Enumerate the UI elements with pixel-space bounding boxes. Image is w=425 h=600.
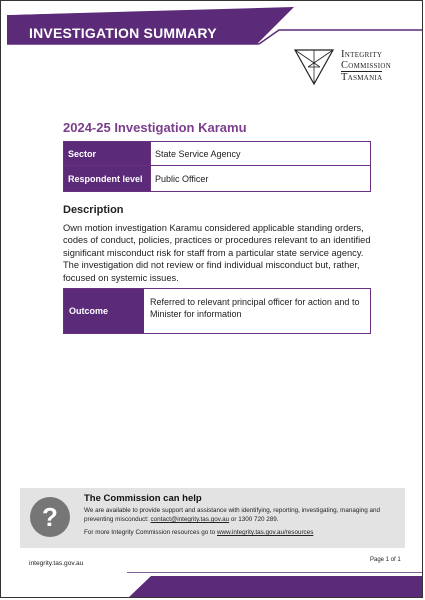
help-resources-text: For more Integrity Commission resources go to	[84, 529, 217, 536]
help-resources	[84, 529, 313, 536]
respondent-level-label: Respondent level	[64, 166, 151, 192]
logo-line-2: Commission	[341, 60, 392, 71]
question-mark-icon: ?	[30, 497, 70, 537]
logo-line-3: Tasmania	[341, 72, 383, 83]
description-text: Own motion investigation Karamu considered applicable standing orders, codes of conduct, policies, practices or procedures relevant to an identified significant misconduct risk for staff from a particular state service agency. The investigation did not review or find individual misconduct but, rather, focused on systemic issues.	[63, 223, 371, 283]
respondent-level-value: Public Officer	[151, 166, 371, 192]
outcome-value: Referred to relevant principal officer for action and to Minister for information	[150, 297, 360, 319]
logo-wordmark	[341, 49, 391, 83]
help-title: The Commission can help	[84, 493, 202, 504]
logo-triangle-icon	[293, 47, 335, 87]
outcome-label: Outcome	[64, 289, 144, 333]
page-number: Page 1 of 1	[370, 557, 401, 563]
help-body-text: We are available to provide support and assistance with identifying, reporting, investigating, managing and preventing misconduct:	[84, 507, 381, 523]
description-heading: Description	[63, 204, 124, 216]
table-row	[64, 166, 371, 192]
integrity-commission-logo	[293, 47, 411, 87]
resources-link[interactable]: www.integrity.tas.gov.au/resources	[216, 529, 314, 536]
contact-email-link[interactable]: contact@integrity.tas.gov.au	[150, 516, 230, 523]
info-table	[63, 141, 371, 192]
footer-url[interactable]: integrity.tas.gov.au	[29, 560, 84, 567]
table-row	[64, 142, 371, 166]
sector-value: State Service Agency	[151, 142, 371, 166]
help-body-end: .	[276, 516, 279, 523]
outcome-table	[63, 288, 371, 334]
sector-label: Sector	[64, 142, 151, 166]
help-panel	[20, 488, 405, 548]
footer-banner-shape	[127, 572, 423, 598]
logo-line-1: Integrity	[341, 49, 383, 60]
banner-title: INVESTIGATION SUMMARY	[29, 25, 217, 41]
contact-phone: 1300 720 289	[238, 516, 277, 523]
document-title: 2024-25 Investigation Karamu	[63, 120, 247, 135]
help-body-or: or	[229, 516, 239, 523]
help-body	[84, 506, 399, 524]
